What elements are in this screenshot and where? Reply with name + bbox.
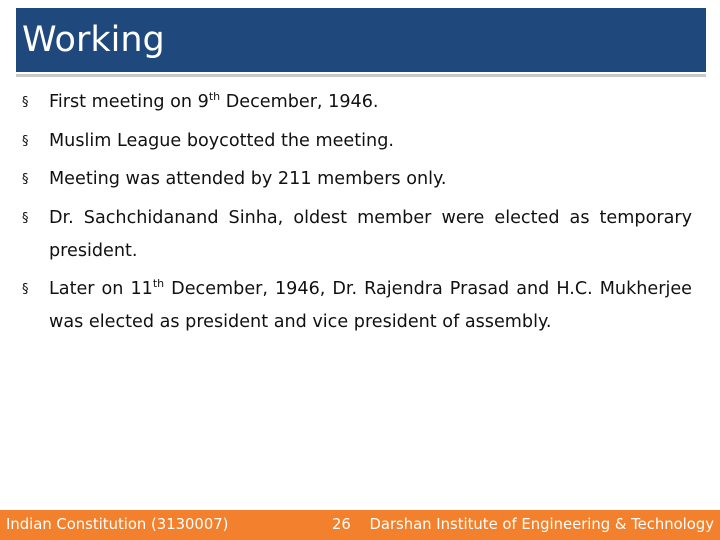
bullet-icon: § xyxy=(22,95,29,110)
bullet-item xyxy=(22,163,692,196)
bullet-icon: § xyxy=(22,282,29,297)
bullet-text-continued: December, 1946, Dr. Rajendra Prasad and H.C. Mukherjee was elected as president and vice president of assembly. xyxy=(49,279,692,332)
bullet-text: Dr. Sachchidanand Sinha, oldest member were elected as temporary president. xyxy=(49,207,692,261)
footer-institute: Darshan Institute of Engineering & Technology xyxy=(369,516,714,533)
bullet-item xyxy=(22,86,692,119)
bullet-text: Later on 11 xyxy=(49,279,153,299)
title-bar xyxy=(16,8,706,72)
bullet-item xyxy=(22,202,692,268)
bullet-list xyxy=(22,86,692,345)
slide-title: Working xyxy=(22,20,165,60)
bullet-superscript: th xyxy=(152,277,165,291)
page-number: 26 xyxy=(332,516,351,533)
bullet-icon: § xyxy=(22,133,29,149)
bullet-text: Meeting was attended by 211 members only. xyxy=(49,169,447,189)
bullet-text-continued: December, 1946. xyxy=(220,92,379,112)
bullet-item xyxy=(22,125,692,158)
bullet-icon: § xyxy=(22,172,29,187)
footer-bar xyxy=(0,510,720,540)
bullet-text: Muslim League boycotted the meeting. xyxy=(49,130,394,151)
bullet-item xyxy=(22,273,692,339)
title-divider xyxy=(16,74,706,77)
bullet-text: First meeting on 9 xyxy=(49,92,209,112)
bullet-superscript: th xyxy=(208,90,221,104)
bullet-icon: § xyxy=(22,210,29,226)
footer-course: Indian Constitution (3130007) xyxy=(6,516,229,533)
